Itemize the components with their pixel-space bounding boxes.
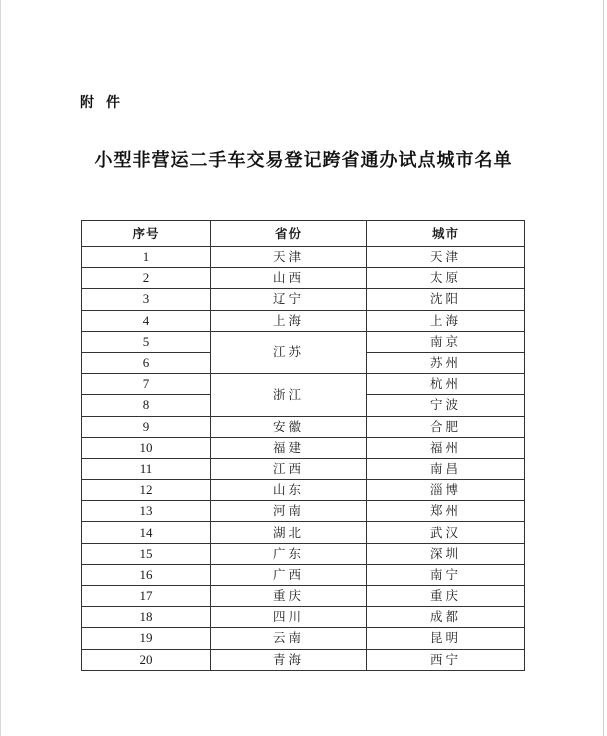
row-number: 6 xyxy=(82,352,211,373)
row-province: 河南 xyxy=(211,501,367,522)
header-number: 序号 xyxy=(82,221,211,247)
row-number: 11 xyxy=(82,458,211,479)
row-city: 太原 xyxy=(367,268,525,289)
row-city: 淄博 xyxy=(367,480,525,501)
row-city: 深圳 xyxy=(367,543,525,564)
table-row xyxy=(82,586,525,607)
row-number: 5 xyxy=(82,331,211,352)
table-row xyxy=(82,480,525,501)
row-city: 宁波 xyxy=(367,395,525,416)
row-province: 广西 xyxy=(211,564,367,585)
header-city: 城市 xyxy=(367,221,525,247)
table-row xyxy=(82,416,525,437)
row-number: 19 xyxy=(82,628,211,649)
page-title: 小型非营运二手车交易登记跨省通办试点城市名单 xyxy=(94,150,513,171)
row-city: 重庆 xyxy=(367,586,525,607)
row-number: 15 xyxy=(82,543,211,564)
row-number: 7 xyxy=(82,374,211,395)
row-province: 广东 xyxy=(211,543,367,564)
table-row xyxy=(82,458,525,479)
row-province: 天津 xyxy=(211,247,367,268)
row-province: 重庆 xyxy=(211,586,367,607)
row-number: 14 xyxy=(82,522,211,543)
row-province: 上海 xyxy=(211,310,367,331)
row-number: 3 xyxy=(82,289,211,310)
row-number: 9 xyxy=(82,416,211,437)
row-number: 2 xyxy=(82,268,211,289)
page-edge xyxy=(603,0,604,736)
row-number: 16 xyxy=(82,564,211,585)
table-row xyxy=(82,374,525,395)
row-city: 南宁 xyxy=(367,564,525,585)
row-province: 江西 xyxy=(211,458,367,479)
table-row xyxy=(82,437,525,458)
row-number: 18 xyxy=(82,607,211,628)
row-province: 安徽 xyxy=(211,416,367,437)
table-row xyxy=(82,268,525,289)
row-province: 福建 xyxy=(211,437,367,458)
row-city: 杭州 xyxy=(367,374,525,395)
row-city: 南京 xyxy=(367,331,525,352)
pilot-city-table xyxy=(81,220,525,671)
table-row xyxy=(82,247,525,268)
row-city: 上海 xyxy=(367,310,525,331)
table-row xyxy=(82,331,525,352)
table-row xyxy=(82,564,525,585)
row-number: 12 xyxy=(82,480,211,501)
row-city: 西宁 xyxy=(367,649,525,670)
annex-label: 附件 xyxy=(80,95,132,111)
row-province: 云南 xyxy=(211,628,367,649)
table-row xyxy=(82,543,525,564)
header-province: 省份 xyxy=(211,221,367,247)
table-row xyxy=(82,649,525,670)
row-number: 1 xyxy=(82,247,211,268)
table-row xyxy=(82,310,525,331)
row-number: 8 xyxy=(82,395,211,416)
row-number: 13 xyxy=(82,501,211,522)
table-row xyxy=(82,289,525,310)
table-row xyxy=(82,501,525,522)
row-city: 昆明 xyxy=(367,628,525,649)
row-city: 天津 xyxy=(367,247,525,268)
table-row xyxy=(82,522,525,543)
row-city: 成都 xyxy=(367,607,525,628)
row-province: 辽宁 xyxy=(211,289,367,310)
row-province: 湖北 xyxy=(211,522,367,543)
row-province: 青海 xyxy=(211,649,367,670)
row-city: 苏州 xyxy=(367,352,525,373)
row-city: 南昌 xyxy=(367,458,525,479)
row-province: 四川 xyxy=(211,607,367,628)
table-header-row xyxy=(82,221,525,247)
row-province-merged: 浙江 xyxy=(211,374,367,416)
row-province-merged: 江苏 xyxy=(211,331,367,373)
row-city: 沈阳 xyxy=(367,289,525,310)
row-city: 福州 xyxy=(367,437,525,458)
row-city: 郑州 xyxy=(367,501,525,522)
page-edge xyxy=(0,0,1,736)
row-number: 4 xyxy=(82,310,211,331)
table-row xyxy=(82,628,525,649)
row-province: 山西 xyxy=(211,268,367,289)
row-number: 10 xyxy=(82,437,211,458)
row-number: 20 xyxy=(82,649,211,670)
row-number: 17 xyxy=(82,586,211,607)
row-city: 合肥 xyxy=(367,416,525,437)
table-row xyxy=(82,607,525,628)
row-province: 山东 xyxy=(211,480,367,501)
row-city: 武汉 xyxy=(367,522,525,543)
